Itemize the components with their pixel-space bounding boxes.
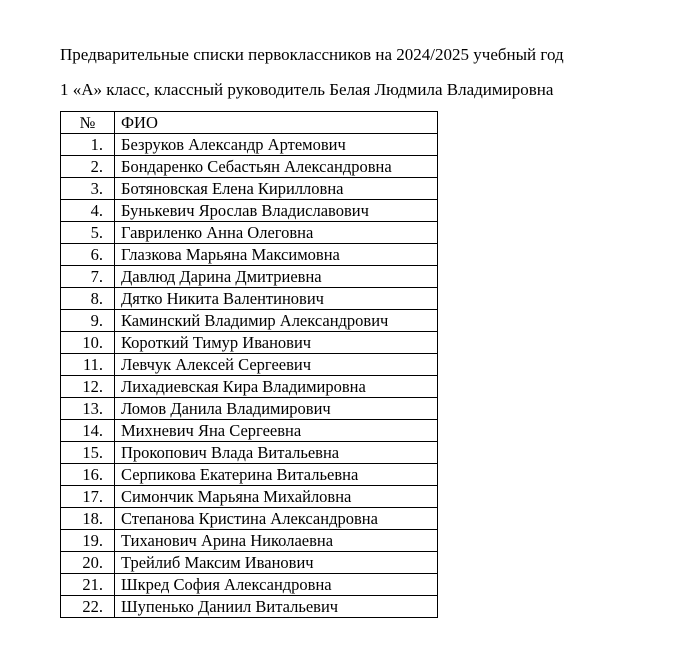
row-number: 6.: [61, 244, 115, 266]
row-number: 18.: [61, 508, 115, 530]
class-subtitle: 1 «А» класс, классный руководитель Белая Людмила Владимировна: [60, 80, 554, 99]
student-name: Серпикова Екатерина Витальевна: [115, 464, 438, 486]
table-row: [61, 508, 438, 530]
row-number: 9.: [61, 310, 115, 332]
student-name: Лихадиевская Кира Владимировна: [115, 376, 438, 398]
student-name: Безруков Александр Артемович: [115, 134, 438, 156]
table-row: [61, 222, 438, 244]
student-name: Трейлиб Максим Иванович: [115, 552, 438, 574]
table-row: [61, 156, 438, 178]
student-name: Михневич Яна Сергеевна: [115, 420, 438, 442]
student-name: Давлюд Дарина Дмитриевна: [115, 266, 438, 288]
student-name: Гавриленко Анна Олеговна: [115, 222, 438, 244]
student-name: Короткий Тимур Иванович: [115, 332, 438, 354]
student-name: Прокопович Влада Витальевна: [115, 442, 438, 464]
row-number: 13.: [61, 398, 115, 420]
row-number: 10.: [61, 332, 115, 354]
student-name: Дятко Никита Валентинович: [115, 288, 438, 310]
row-number: 4.: [61, 200, 115, 222]
table-row: [61, 200, 438, 222]
table-row: [61, 596, 438, 618]
table-row: [61, 464, 438, 486]
student-name: Ботяновская Елена Кирилловна: [115, 178, 438, 200]
row-number: 19.: [61, 530, 115, 552]
student-name: Бондаренко Себастьян Александровна: [115, 156, 438, 178]
row-number: 2.: [61, 156, 115, 178]
student-name: Бунькевич Ярослав Владиславович: [115, 200, 438, 222]
table-row: [61, 266, 438, 288]
row-number: 7.: [61, 266, 115, 288]
header-name: ФИО: [115, 112, 438, 134]
row-number: 17.: [61, 486, 115, 508]
table-row: [61, 552, 438, 574]
student-name: Каминский Владимир Александрович: [115, 310, 438, 332]
table-row: [61, 134, 438, 156]
table-row: [61, 332, 438, 354]
table-row: [61, 376, 438, 398]
table-row: [61, 398, 438, 420]
table-row: [61, 288, 438, 310]
table-body: [61, 134, 438, 618]
student-name: Левчук Алексей Сергеевич: [115, 354, 438, 376]
row-number: 22.: [61, 596, 115, 618]
table-row: [61, 486, 438, 508]
students-table: [60, 111, 438, 618]
student-name: Степанова Кристина Александровна: [115, 508, 438, 530]
table-row: [61, 574, 438, 596]
row-number: 15.: [61, 442, 115, 464]
table-row: [61, 530, 438, 552]
row-number: 20.: [61, 552, 115, 574]
student-name: Тиханович Арина Николаевна: [115, 530, 438, 552]
table-row: [61, 244, 438, 266]
document-title: Предварительные списки первоклассников на 2024/2025 учебный год: [60, 45, 564, 64]
table-row: [61, 178, 438, 200]
table-header-row: [61, 112, 438, 134]
row-number: 12.: [61, 376, 115, 398]
student-name: Шупенько Даниил Витальевич: [115, 596, 438, 618]
table-row: [61, 310, 438, 332]
student-name: Симончик Марьяна Михайловна: [115, 486, 438, 508]
student-name: Глазкова Марьяна Максимовна: [115, 244, 438, 266]
row-number: 5.: [61, 222, 115, 244]
row-number: 21.: [61, 574, 115, 596]
student-name: Ломов Данила Владимирович: [115, 398, 438, 420]
header-number: №: [61, 112, 115, 134]
row-number: 8.: [61, 288, 115, 310]
student-name: Шкред София Александровна: [115, 574, 438, 596]
row-number: 16.: [61, 464, 115, 486]
row-number: 3.: [61, 178, 115, 200]
row-number: 14.: [61, 420, 115, 442]
table-row: [61, 442, 438, 464]
table-row: [61, 420, 438, 442]
row-number: 1.: [61, 134, 115, 156]
table-row: [61, 354, 438, 376]
row-number: 11.: [61, 354, 115, 376]
